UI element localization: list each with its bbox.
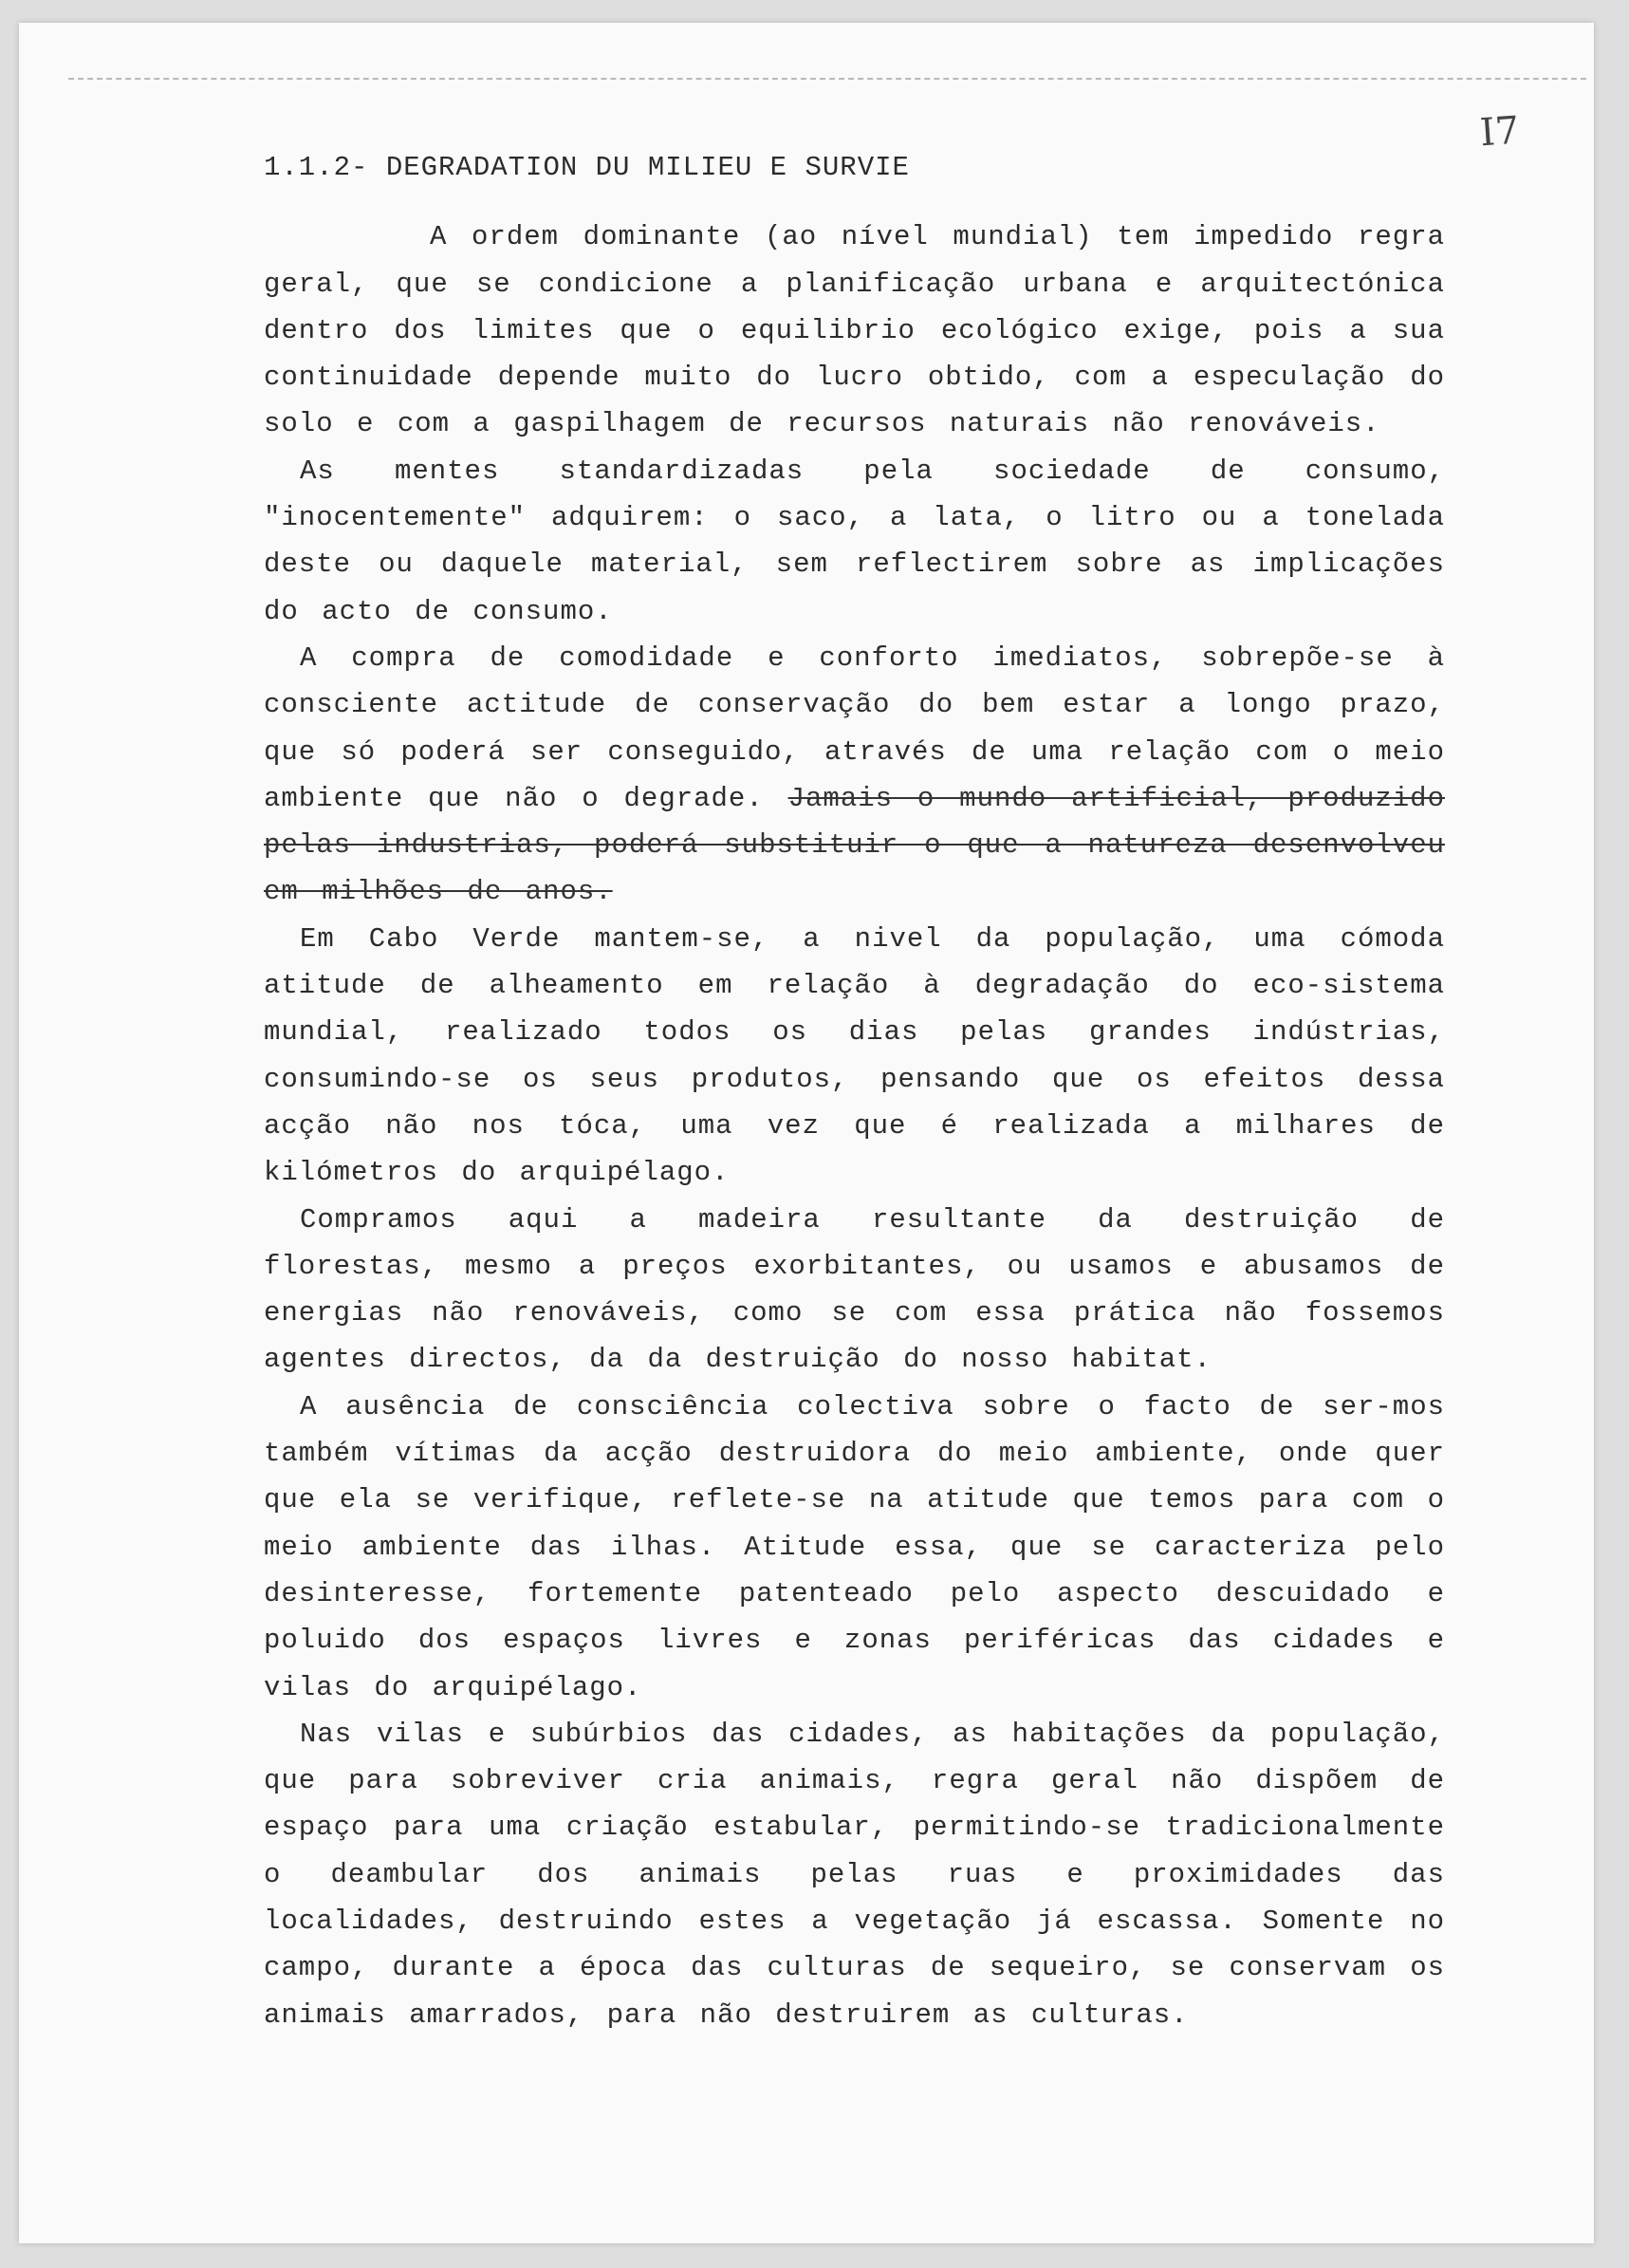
paragraph-2: As mentes standardizadas pela sociedade de consumo, "inocentemente" adquirem: o saco, a lata, o litro ou a tonelada deste ou daquele material, sem reflectirem sobre as implicações do acto de consumo. xyxy=(264,455,1445,627)
paragraph-5: Compramos aqui a madeira resultante da destruição de florestas, mesmo a preços exorbitantes, ou usamos e abusamos de energias não renováveis, como se com essa prática não fossemos agentes directos, da da destruição do nosso habitat. xyxy=(264,1203,1445,1376)
body-text xyxy=(264,144,1445,2038)
handwritten-page-number: I7 xyxy=(1478,108,1521,156)
paragraph-4: Em Cabo Verde mantem-se, a nivel da população, uma cómoda atitude de alheamento em relação à degradação do eco-sistema mundial, realizado todos os dias pelas grandes indústrias, consumindo-se os seus produtos, pensando que os efeitos dessa acção não nos tóca, uma vez que é realizada a milhares de kilómetros do arquipélago. xyxy=(264,922,1445,1189)
paragraph-1: A ordem dominante (ao nível mundial) tem impedido regra geral, que se condicione a planificação urbana e arquitectónica dentro dos limites que o equilibrio ecológico exige, pois a sua continuidade depende muito do lucro obtido, com a especulação do solo e com a gaspilhagem de recursos naturais não renováveis. xyxy=(264,221,1445,440)
paragraph-3-text: A compra de comodidade e conforto imediatos, sobrepõe-se à consciente actitude de conservação do bem estar a longo prazo, que só poderá ser conseguido, através de uma relação com o meio ambiente que não o degrade. xyxy=(264,641,1445,814)
paragraph-3 xyxy=(264,635,1445,916)
top-rule xyxy=(68,78,1586,80)
paragraph-7: Nas vilas e subúrbios das cidades, as habitações da população, que para sobreviver cria animais, regra geral não dispõem de espaço para uma criação estabular, permitindo-se tradicionalmente o deambular dos animais pelas ruas e proximidades das localidades, destruindo estes a vegetação já escassa. Somente no campo, durante a época das culturas de sequeiro, se conservam os animais amarrados, para não destruirem as culturas. xyxy=(264,1718,1445,2031)
struck-through-sentence: Jamais o mundo artificial, produzido pelas industrias, poderá substituir o que a natureza desenvolveu em milhões de anos. xyxy=(264,782,1445,908)
section-heading: 1.1.2- DEGRADATION DU MILIEU E SURVIE xyxy=(264,152,910,183)
paragraph-6: A ausência de consciência colectiva sobre o facto de ser-mos também vítimas da acção destruidora do meio ambiente, onde quer que ela se verifique, reflete-se na atitude que temos para com o meio ambiente das ilhas. Atitude essa, que se caracteriza pelo desinteresse, fortemente patenteado pelo aspecto descuidado e poluido dos espaços livres e zonas periféricas das cidades e vilas do arquipélago. xyxy=(264,1390,1445,1703)
